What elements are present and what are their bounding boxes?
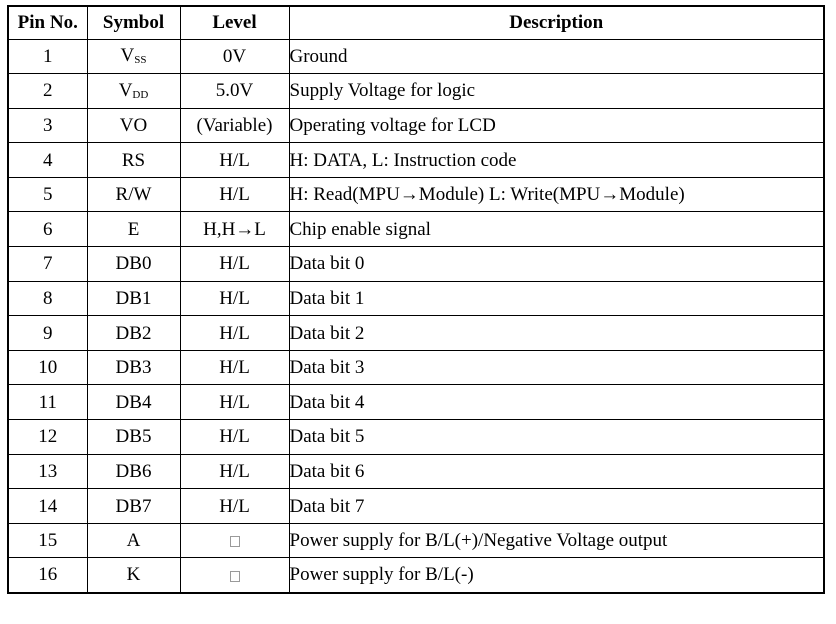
description-cell: Data bit 6 [289,454,824,489]
symbol-cell [87,489,180,524]
pin-number-cell: 4 [8,143,87,178]
description-cell: Chip enable signal [289,212,824,247]
table-row [8,489,824,524]
pin-number-cell: 8 [8,281,87,316]
description-cell: Data bit 0 [289,247,824,282]
level-cell: H/L [180,385,289,420]
symbol-cell [87,558,180,593]
table-row [8,39,824,74]
table-row [8,454,824,489]
symbol-cell [87,247,180,282]
table-row [8,385,824,420]
header-symbol: Symbol [87,6,180,39]
pin-number-cell: 11 [8,385,87,420]
level-cell: H/L [180,247,289,282]
symbol-text: A [126,530,141,552]
symbol-text: DB3 [115,357,152,379]
pin-number-cell: 2 [8,74,87,109]
symbol-cell [87,316,180,351]
symbol-cell [87,177,180,212]
symbol-cell [87,454,180,489]
symbol-text: V [118,79,133,101]
table-row [8,74,824,109]
level-cell: H/L [180,316,289,351]
level-cell: H/L [180,143,289,178]
symbol-text: DB2 [115,322,152,344]
symbol-text: V [120,45,135,67]
description-cell: H: DATA, L: Instruction code [289,143,824,178]
symbol-subscript: SS [134,54,147,67]
pin-description-table [7,5,825,594]
level-cell: H/L [180,489,289,524]
pin-number-cell: 1 [8,39,87,74]
level-cell: H/L [180,177,289,212]
description-cell: Data bit 2 [289,316,824,351]
table-row [8,420,824,455]
description-cell: Operating voltage for LCD [289,108,824,143]
table-row [8,212,824,247]
symbol-cell [87,74,180,109]
description-cell: Data bit 7 [289,489,824,524]
symbol-text: K [126,564,141,586]
description-cell: Power supply for B/L(+)/Negative Voltage output [289,523,824,558]
description-cell: Data bit 5 [289,420,824,455]
pin-number-cell: 5 [8,177,87,212]
symbol-cell [87,420,180,455]
symbol-text: DB5 [115,426,152,448]
pin-number-cell: 13 [8,454,87,489]
table-row [8,523,824,558]
pin-number-cell: 12 [8,420,87,455]
empty-box-icon [230,536,240,547]
symbol-cell [87,212,180,247]
table-row [8,281,824,316]
pin-number-cell: 14 [8,489,87,524]
symbol-text: RS [121,149,146,171]
pin-number-cell: 16 [8,558,87,593]
empty-box-icon [230,571,240,582]
table-row [8,350,824,385]
header-description: Description [289,6,824,39]
symbol-text: E [127,218,140,240]
table-body [8,39,824,593]
symbol-cell [87,281,180,316]
level-cell: H/L [180,420,289,455]
description-cell: H: Read(MPU→Module) L: Write(MPU→Module) [289,177,824,212]
symbol-cell [87,143,180,178]
table-row [8,108,824,143]
description-cell: Power supply for B/L(-) [289,558,824,593]
description-cell: Supply Voltage for logic [289,74,824,109]
table-row [8,316,824,351]
header-level: Level [180,6,289,39]
description-cell: Data bit 1 [289,281,824,316]
pin-number-cell: 9 [8,316,87,351]
table-row [8,143,824,178]
level-cell [180,523,289,558]
level-cell: 5.0V [180,74,289,109]
pin-number-cell: 3 [8,108,87,143]
symbol-cell [87,39,180,74]
symbol-cell [87,523,180,558]
symbol-text: VO [119,114,148,136]
symbol-text: DB7 [115,495,152,517]
symbol-text: R/W [115,184,152,206]
symbol-text: DB6 [115,460,152,482]
symbol-cell [87,108,180,143]
pin-number-cell: 10 [8,350,87,385]
level-cell: H/L [180,454,289,489]
level-cell: H/L [180,350,289,385]
level-cell: H/L [180,281,289,316]
level-cell: 0V [180,39,289,74]
header-pin-no: Pin No. [8,6,87,39]
symbol-text: DB1 [115,287,152,309]
symbol-cell [87,385,180,420]
table-row [8,247,824,282]
symbol-subscript: DD [132,88,149,101]
pin-number-cell: 15 [8,523,87,558]
pin-number-cell: 7 [8,247,87,282]
description-cell: Ground [289,39,824,74]
level-cell [180,558,289,593]
level-cell: (Variable) [180,108,289,143]
description-cell: Data bit 3 [289,350,824,385]
description-cell: Data bit 4 [289,385,824,420]
symbol-text: DB0 [115,253,152,275]
table-row [8,558,824,593]
table-row [8,177,824,212]
pin-number-cell: 6 [8,212,87,247]
symbol-cell [87,350,180,385]
level-cell: H,H→L [180,212,289,247]
symbol-text: DB4 [115,391,152,413]
table-header-row [8,6,824,39]
